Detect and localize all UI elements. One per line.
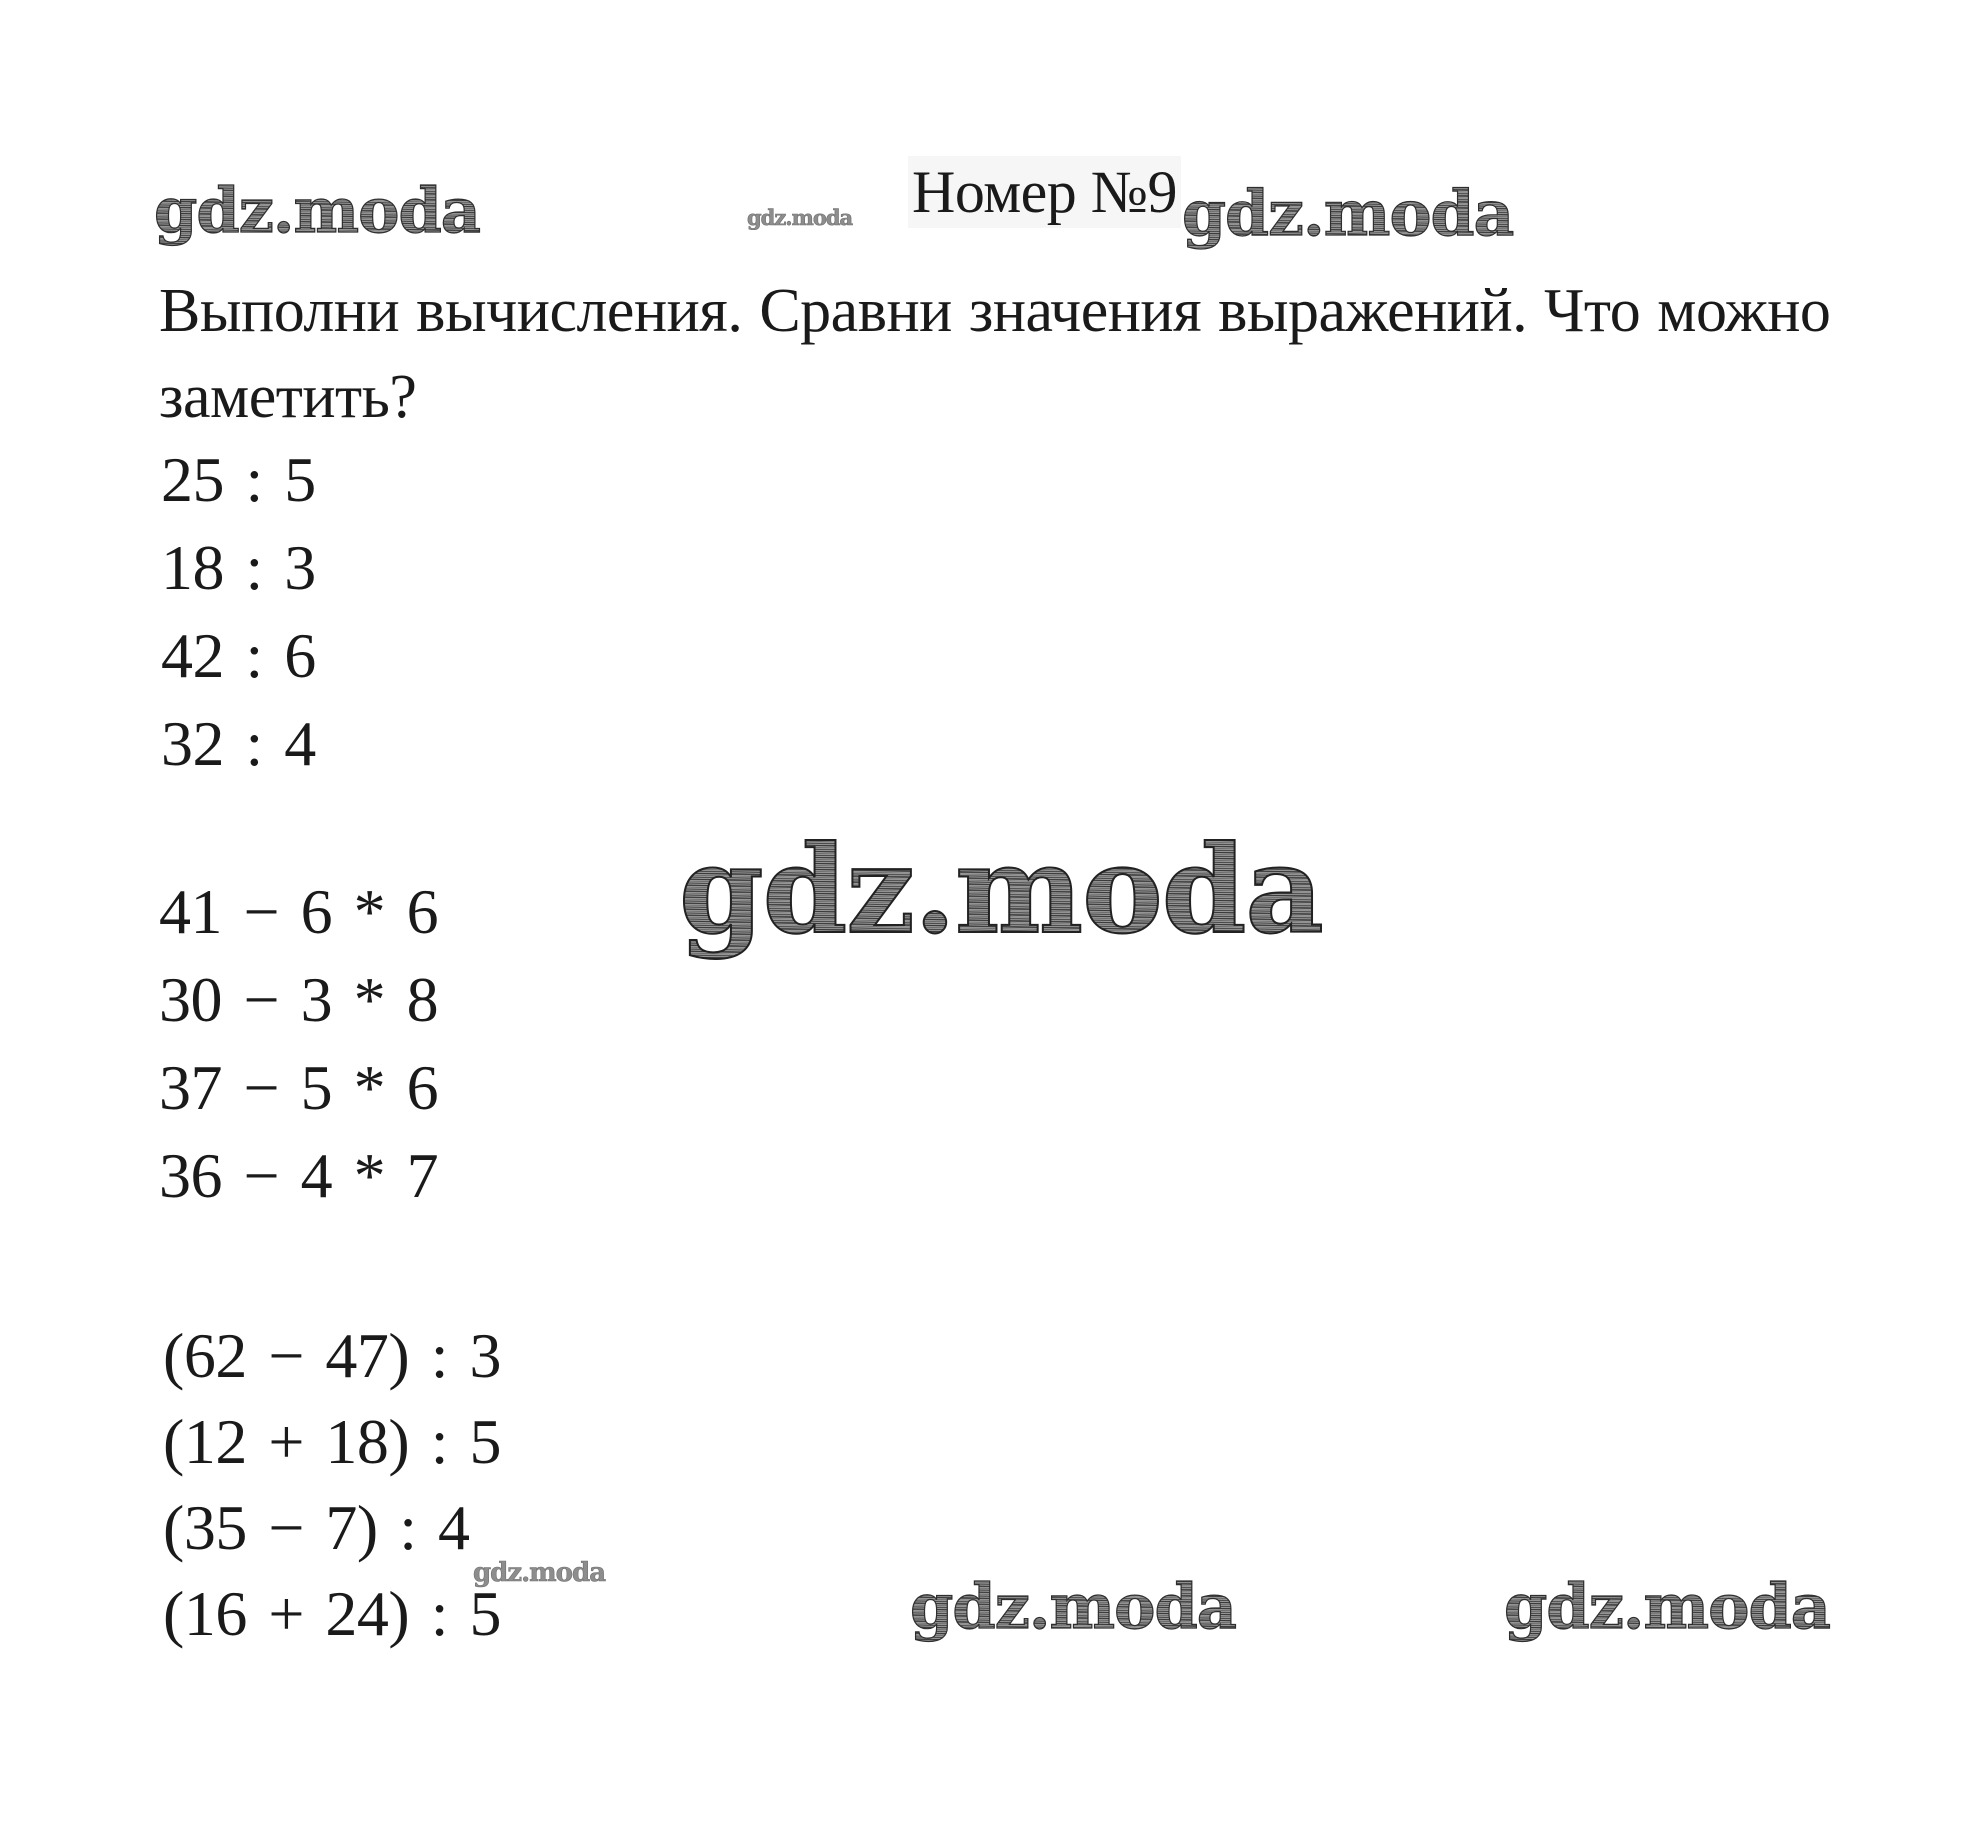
expression-group-division [161, 436, 316, 788]
watermark-text: gdz.moda [747, 205, 853, 230]
expression: 18 : 3 [161, 532, 316, 603]
watermark-bottom-right [1502, 1566, 1830, 1646]
expression: 42 : 6 [161, 620, 316, 691]
watermark-center-large [676, 812, 1323, 987]
expression: 32 : 4 [161, 708, 316, 779]
watermark-text: gdz.moda [679, 818, 1323, 961]
watermark-top-left [152, 170, 480, 254]
expression: (16 + 24) : 5 [163, 1578, 501, 1649]
task-instruction: Выполни вычисления. Сравни значения выражений. Что можно заметить? [159, 277, 1831, 431]
watermark-text: gdz.moda [910, 1570, 1236, 1643]
watermark-bottom-center [908, 1566, 1236, 1646]
expression: (62 − 47) : 3 [163, 1320, 501, 1391]
watermark-text: gdz.moda [154, 174, 480, 247]
expression-group-mixed [159, 868, 438, 1220]
expression: (12 + 18) : 5 [163, 1406, 501, 1477]
page-title: Номер №9 [908, 156, 1181, 228]
expression-group-brackets [163, 1313, 501, 1657]
expression: 25 : 5 [161, 444, 316, 515]
watermark-inline-small [472, 1560, 612, 1600]
expression: (35 − 7) : 4 [163, 1492, 470, 1563]
expression: 41 − 6 * 6 [159, 876, 439, 947]
watermark-text: gdz.moda [473, 1558, 606, 1588]
watermark-text: gdz.moda [1182, 176, 1514, 250]
watermark-top-tiny [746, 205, 861, 240]
expression: 30 − 3 * 8 [159, 964, 439, 1035]
expression: 37 − 5 * 6 [159, 1052, 439, 1123]
watermark-top-right [1180, 172, 1514, 260]
watermark-text: gdz.moda [1504, 1570, 1830, 1643]
expression: 36 − 4 * 7 [159, 1140, 439, 1211]
